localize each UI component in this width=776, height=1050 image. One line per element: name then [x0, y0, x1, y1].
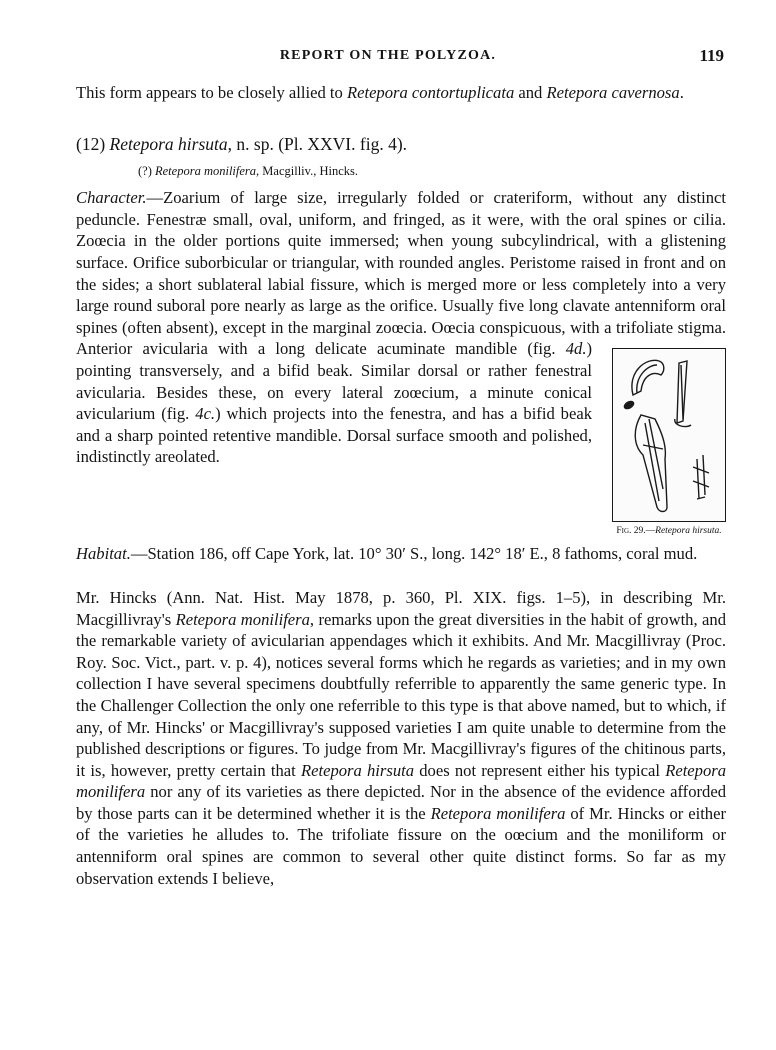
- intro-text: This form appears to be closely allied to: [76, 83, 347, 102]
- intro-text: .: [679, 83, 684, 102]
- synonym-line: [138, 163, 726, 179]
- discussion-paragraph: [76, 587, 726, 889]
- habitat-text: —Station 186, off Cape York, lat. 10° 30′ S., long. 142° 18′ E., 8 fathoms, coral mud.: [130, 544, 698, 564]
- discussion-text: , remarks upon the great diversities in the habit of growth, and the remarkable variety of avicularian appendages which it exhibits. And Mr. Macgillivray (Proc. Roy. Soc. Vict., part. v. p. 4), notices several forms which he regards as varieties; and in my own collection I have several specimens doubtfully referrible to apparently the same generic type. In the Challenger Collection the only one referrible to this type is that above named, but to which, if any, of Mr. Hincks' or Macgillivray's supposed varieties I am quite unable to determine from the published descriptions or figures. To judge from Mr. Macgillivray's figures of the chitinous parts, it is, however, pretty certain that: [76, 609, 726, 780]
- species-ref: Retepora monilifera: [175, 609, 310, 629]
- figure-caption: [606, 526, 732, 537]
- species-ref: Retepora monilifera: [430, 803, 566, 823]
- synonym-name: Retepora monilifera: [155, 164, 257, 179]
- synonym-prefix: (?): [138, 164, 155, 179]
- character-text: —Zoarium of large size, irregularly folded or crateriform, without any distinct peduncle. Fenestræ small, oval, uniform, and fringed, as it were, with the oral spines or cilia. Zoœcia in the older portions quite immersed; when young subcylindrical, with a glistening surface. Orifice suborbicular or triangular, with rounded angles. Peristome raised in front and on the sides; a short sublateral labial fissure, which is merged more or less completely into a very large round suboral pore nearly as large as the orifice. Usually five long clavate antenniform oral spines (often absent), except in the marginal zoœcia. Oœcia conspicuous, with a trifoliate stigma. Anterior avicularia with a long delicate acuminate mandible (fig.: [76, 188, 726, 359]
- species-plate-ref: , n. sp. (Pl. XXVI. fig. 4).: [227, 133, 408, 154]
- character-text: ) pointing transversely, and a bifid beak. Similar dorsal or rather fenestral avicularia. Besides these, on every lateral zoœcium, a minute conical avicularium (fig.: [76, 339, 592, 424]
- species-heading: [76, 134, 726, 156]
- species-ref: Retepora contortuplicata: [346, 83, 515, 102]
- character-paragraph: [76, 187, 726, 537]
- discussion-text: nor any of its varieties as there depicted. Nor in the absence of the evidence afforded by those parts can it be determined whether it is the: [76, 782, 726, 823]
- figure-ref: 4c.: [195, 404, 216, 424]
- page-body: [76, 82, 726, 889]
- synonym-authority: , Macgilliv., Hincks.: [256, 164, 358, 179]
- intro-paragraph: [76, 82, 726, 104]
- species-ref: Retepora hirsuta: [300, 760, 415, 780]
- character-label: Character.: [76, 188, 147, 208]
- discussion-text: does not represent either his typical: [414, 760, 666, 780]
- species-ref: Retepora cavernosa: [546, 83, 680, 102]
- running-head: REPORT ON THE POLYZOA.: [279, 48, 497, 63]
- species-number: (12): [76, 133, 110, 154]
- figure-ref: 4d.: [565, 339, 587, 359]
- page-number: 119: [699, 46, 724, 65]
- intro-text: and: [514, 83, 547, 102]
- species-ref: Retepora monilifera: [76, 760, 727, 802]
- figure-label: Fig. 29.: [616, 526, 646, 537]
- discussion-text: of Mr. Hincks or either of the varieties he alludes to. The trifoliate fissure on the oœcium and the moniliform or antenniform oral spines are common to several other quite distinct forms. So far as my observation extends I believe,: [76, 803, 726, 888]
- figure-29: [606, 348, 732, 537]
- specimen-drawing-icon: [613, 349, 725, 521]
- specimen-illustration: [612, 348, 726, 522]
- species-name: Retepora hirsuta: [109, 133, 228, 154]
- habitat-label: Habitat.: [76, 544, 131, 564]
- discussion-text: Mr. Hincks (Ann. Nat. Hist. May 1878, p. 360, Pl. XIX. figs. 1–5), in describing Mr. Macgillivray's: [76, 587, 726, 629]
- character-text: ) which projects into the fenestra, and has a bifid beak and a sharp pointed retentive mandible. Dorsal surface smooth and polished, indistinctly areolated.: [76, 404, 593, 467]
- figure-caption-text: Retepora hirsuta.: [655, 526, 722, 537]
- page-header: [0, 46, 776, 70]
- habitat-paragraph: [76, 543, 726, 565]
- figure-caption-dash: —: [645, 526, 656, 537]
